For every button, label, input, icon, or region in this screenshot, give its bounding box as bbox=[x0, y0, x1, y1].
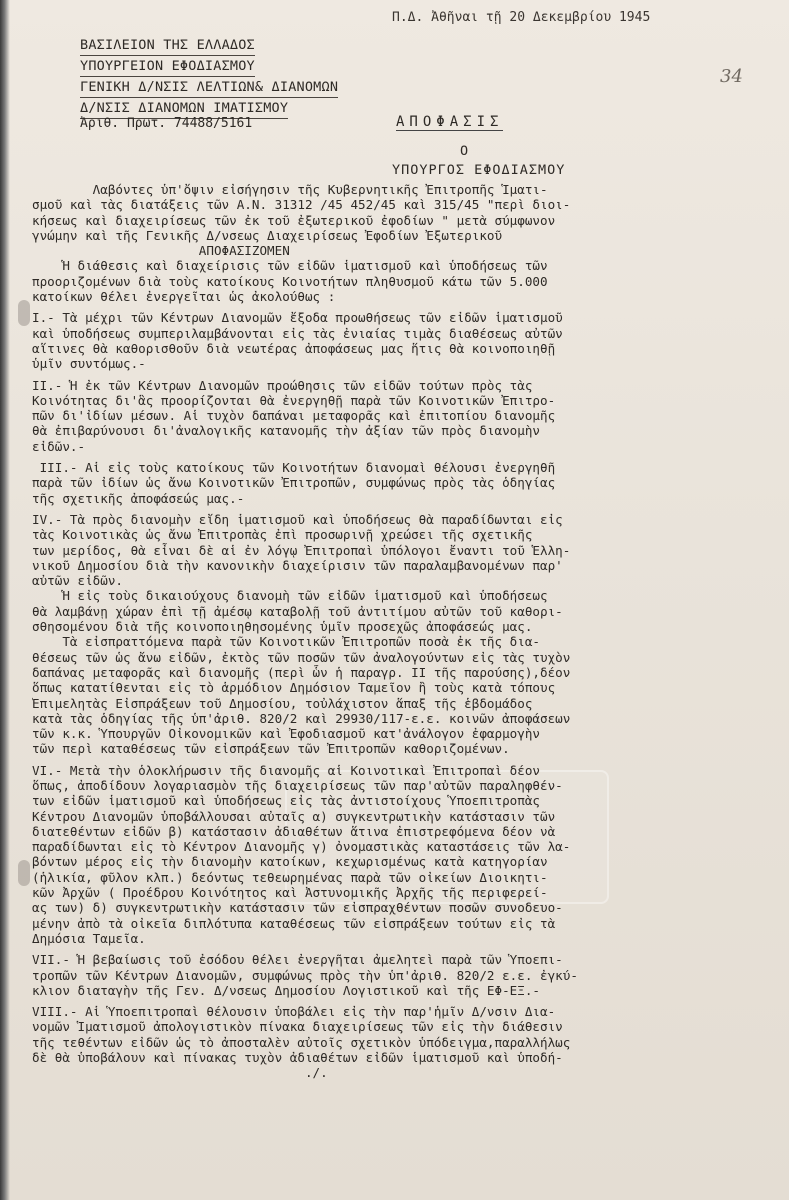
body-line: κῶν Ἀρχῶν ( Προέδρου Κοινότητος καὶ Ἀστυνομικῆς Ἀρχῆς τῆς περιφερεί- bbox=[32, 885, 548, 901]
body-line: Κοινότητας δι'ἃς προορίζονται θὰ ἐνεργηθῇ παρὰ τῶν Κοινοτικῶν Ἐπιτρο- bbox=[32, 392, 556, 408]
letterhead bbox=[80, 36, 338, 120]
body-line: ὑμῖν συντόμως.- bbox=[32, 356, 146, 372]
body-line: τροπῶν τῶν Κέντρων Διανομῶν, συμφώνως πρὸς τὴν ὑπ'ἀριθ. 820/2 ε.ε. ἐγκύ- bbox=[32, 967, 578, 983]
body-line: I.- Τὰ μέχρι τῶν Κέντρων Διανομῶν ἔξοδα προωθήσεως τῶν εἰδῶν ἱματισμοῦ bbox=[32, 310, 563, 326]
letterhead-line: ΒΑΣΙΛΕΙΟΝ ΤΗΣ ΕΛΛΑΔΟΣ bbox=[80, 36, 255, 56]
body-line: δὲ θὰ ὑποβάλουν καὶ πίνακας τυχὸν ἀδιαθέτων εἰδῶν ἱματισμοῦ καὶ ὑποδή- bbox=[32, 1050, 563, 1066]
body-line: ./. bbox=[32, 1065, 328, 1081]
body-line: διατεθέντων εἰδῶν β) κατάστασιν ἀδιαθέτων ἅτινα ἐπιστρεφόμενα δέον νὰ bbox=[32, 823, 556, 839]
punch-hole bbox=[18, 300, 30, 326]
body-line: μένην ἀπὸ τὰ οἰκεῖα διπλότυπα καταθέσεως τῶν εἰσπράξεων τούτων εἰς τὰ bbox=[32, 915, 556, 931]
body-line: βόντων μέρος εἰς τὴν διανομὴν κατοίκων, κεχωρισμένως κατὰ κατηγορίαν bbox=[32, 854, 548, 870]
body-line: θὰ ἐπιβαρύνουσι δι'ἀναλογικῆς κατανομῆς τὴν ἀξίαν τῶν πρὸς διανομὴν bbox=[32, 423, 540, 439]
body-line: τῶν περὶ καταθέσεως τῶν εἰσπράξεων τῶν Ἐπιτροπῶν καθοριζομένων. bbox=[32, 741, 510, 757]
protocol-number: Ἀριθ. Πρωτ. 74488/5161 bbox=[80, 116, 253, 131]
body-line: καὶ ὑποδήσεως συμπεριλαμβάνονται εἰς τὰς ἐνιαίας τιμὰς διαθέσεως αὐτῶν bbox=[32, 325, 563, 341]
body-line: τὰς Κοινοτικὰς ὡς ἄνω Ἐπιτροπὰς ἐπὶ προσωρινῇ χρεώσει τῆς σχετικῆς bbox=[32, 527, 533, 543]
body-line: κλιον διαταγὴν τῆς Γεν. Δ/νσεως Δημοσίου Λογιστικοῦ καὶ τῆς ΕΦ-ΕΞ.- bbox=[32, 982, 540, 998]
body-line: θὰ λαμβάνῃ χώραν ἐπὶ τῇ ἀμέσῳ καταβολῇ τοῦ ἀντιτίμου αὐτῶν τοῦ καθορι- bbox=[32, 603, 563, 619]
body-line: πῶν δι'ἰδίων μέσων. Αἱ τυχὸν δαπάναι μεταφορᾶς καὶ ἐπιτοπίου διανομῆς bbox=[32, 408, 556, 424]
body-line: Ἡ εἰς τοὺς δικαιούχους διανομὴ τῶν εἰδῶν ἱματισμοῦ καὶ ὑποδήσεως bbox=[32, 588, 548, 604]
body-line: σθησομένου διὰ τῆς κοινοποιηθησομένης ὑμῖν προσεχῶς ἀποφάσεώς μας. bbox=[32, 619, 533, 635]
document-body bbox=[32, 182, 772, 1081]
body-line: εἰδῶν.- bbox=[32, 438, 86, 454]
minister-title: ΥΠΟΥΡΓΟΣ ΕΦΟΔΙΑΣΜΟΥ bbox=[392, 162, 566, 178]
body-line: VII.- Ἡ βεβαίωσις τοῦ ἐσόδου θέλει ἐνεργῆται ἀμελητεὶ παρὰ τῶν Ὑποεπι- bbox=[32, 952, 563, 968]
body-line: δαπάνας μεταφορᾶς καὶ διανομῆς (περὶ ὧν ἡ παραγρ. II τῆς παρούσης),δέον bbox=[32, 664, 571, 680]
body-line: III.- Αἱ εἰς τοὺς κατοίκους τῶν Κοινοτήτων διανομαὶ θέλουσι ἐνεργηθῆ bbox=[32, 460, 556, 476]
body-line: Κέντρου Διανομῶν ὑποβάλλουσαι αὐταῖς α) συγκεντρωτικὴν κατάστασιν τῶν bbox=[32, 808, 556, 824]
decision-title: ΑΠΟΦΑΣΙΣ bbox=[396, 114, 504, 130]
body-line: θέσεως τῶν ὡς ἄνω εἰδῶν, ἐκτὸς τῶν ποσῶν τῶν ἀναλογούντων εἰς τὰς τυχὸν bbox=[32, 649, 571, 665]
body-line: προοριζομένων διὰ τοὺς κατοίκους Κοινοτήτων πληθυσμοῦ κάτω τῶν 5.000 bbox=[32, 273, 548, 289]
punch-hole bbox=[18, 860, 30, 886]
body-line: VIII.- Αἱ Ὑποεπιτροπαὶ θέλουσιν ὑποβάλει εἰς τὴν παρ'ἡμῖν Δ/νσιν Δια- bbox=[32, 1004, 556, 1020]
body-line: τῆς τεθέντων εἰδῶν ὡς τὸ ἀποσταλὲν αὐτοῖς σχετικὸν ὑπόδειγμα,παραλλήλως bbox=[32, 1034, 571, 1050]
body-line: VI.- Μετὰ τὴν ὁλοκλήρωσιν τῆς διανομῆς αἱ Κοινοτικαὶ Ἐπιτροπαὶ δέον bbox=[32, 762, 540, 778]
body-line: II.- Ἡ ἐκ τῶν Κέντρων Διανομῶν προώθησις τῶν εἰδῶν τούτων πρὸς τὰς bbox=[32, 377, 533, 393]
body-line: ὅπως κατατίθενται εἰς τὸ ἁρμόδιον Δημόσιον Ταμεῖον ἢ τοὺς κατὰ τόπους bbox=[32, 680, 556, 696]
body-line: Δημόσια Ταμεῖα. bbox=[32, 930, 146, 946]
body-line: (ἡλικία, φῦλον κλπ.) δεόντως τεθεωρημένας παρὰ τῶν οἰκείων Διοικητι- bbox=[32, 869, 548, 885]
body-line: Τὰ εἰσπραττόμενα παρὰ τῶν Κοινοτικῶν Ἐπιτροπῶν ποσὰ ἐκ τῆς δια- bbox=[32, 634, 540, 650]
body-line: τῆς σχετικῆς ἀποφάσεώς μας.- bbox=[32, 490, 245, 506]
body-line: Λαβόντες ὑπ'ὄψιν εἰσήγησιν τῆς Κυβερνητικῆς Ἐπιτροπῆς Ἱματι- bbox=[32, 182, 548, 197]
body-line: σμοῦ καὶ τὰς διατάξεις τῶν Α.Ν. 31312 /45 452/45 καὶ 315/45 "περὶ διοι- bbox=[32, 197, 571, 213]
body-line: IV.- Τὰ πρὸς διανομὴν εἴδη ἱματισμοῦ καὶ ὑποδήσεως θὰ παραδίδωνται εἰς bbox=[32, 511, 563, 527]
body-line: ὅπως, ἀποδίδουν λογαριασμὸν τῆς διαχειρίσεως τῶν παρ'αὐτῶν παραληφθέν- bbox=[32, 777, 563, 793]
article-o: Ο bbox=[460, 143, 469, 159]
body-line: παρὰ τῶν ἰδίων ὡς ἄνω Κοινοτικῶν Ἐπιτροπῶν, συμφώνως πρὸς τὰς ὁδηγίας bbox=[32, 475, 556, 491]
body-line: κατὰ τὰς ὁδηγίας τῆς ὑπ'ἀριθ. 820/2 καὶ 29930/117-ε.ε. κοινῶν ἀποφάσεων bbox=[32, 710, 571, 726]
handwritten-page-number: 34 bbox=[720, 66, 743, 87]
body-line: γνώμην καὶ τῆς Γενικῆς Δ/νσεως Διαχειρίσεως Ἐφοδίων Ἐξωτερικοῦ bbox=[32, 227, 503, 243]
body-line: αἵτινες θὰ καθορισθοῦν διὰ νεωτέρας ἀποφάσεως μας ἥτις θὰ κοινοποιηθῇ bbox=[32, 340, 556, 356]
date-line: Π.Δ. Ἀθῆναι τῇ 20 Δεκεμβρίου 1945 bbox=[392, 10, 651, 25]
letterhead-line: ΓΕΝΙΚΗ Δ/ΝΣΙΣ ΛΕΛΤΙΩΝ& ΔΙΑΝΟΜΩΝ bbox=[80, 78, 338, 98]
body-line: παραδίδωνται εἰς τὸ Κέντρον Διανομῆς γ) ὀνομαστικὰς καταστάσεις τῶν λα- bbox=[32, 839, 571, 855]
letterhead-line: Δ/ΝΣΙΣ ΔΙΑΝΟΜΩΝ ΙΜΑΤΙΣΜΟΥ bbox=[80, 99, 288, 119]
body-line: τῶν κ.κ. Ὑπουργῶν Οἰκονομικῶν καὶ Ἐφοδιασμοῦ κατ'ἀνάλογον ἐφαρμογὴν bbox=[32, 726, 540, 742]
body-line: Ἡ διάθεσις καὶ διαχείρισις τῶν εἰδῶν ἱματισμοῦ καὶ ὑποδήσεως τῶν bbox=[32, 258, 548, 274]
body-line: αὐτῶν εἰδῶν. bbox=[32, 573, 123, 589]
body-line: ΑΠΟΦΑΣΙΖΟΜΕΝ bbox=[32, 243, 290, 259]
body-line: των μερίδος, θὰ εἶναι δὲ αἱ ἐν λόγῳ Ἐπιτροπαὶ ὑπόλογοι ἔναντι τοῦ Ἑλλη- bbox=[32, 542, 571, 558]
letterhead-line: ΥΠΟΥΡΓΕΙΟΝ ΕΦΟΔΙΑΣΜΟΥ bbox=[80, 57, 255, 77]
body-line: Ἐπιμελητὰς Εἰσπράξεων τοῦ Δημοσίου, τοὐλάχιστον ἅπαξ τῆς ἑβδομάδος bbox=[32, 695, 533, 711]
scan-edge-shadow bbox=[0, 0, 10, 1200]
body-line: των εἰδῶν ἱματισμοῦ καὶ ὑποδήσεως εἰς τὰς ἀντιστοίχους Ὑποεπιτροπὰς bbox=[32, 793, 540, 809]
body-line: νομῶν Ἱματισμοῦ ἀπολογιστικὸν πίνακα διαχειρίσεως τῶν εἰς τὴν διάθεσιν bbox=[32, 1019, 563, 1035]
body-line: κήσεως καὶ διαχειρίσεως τῶν ἐκ τοῦ ἐξωτερικοῦ ἐφοδίων " μετὰ σύμφωνον bbox=[32, 212, 556, 228]
body-line: ας των) δ) συγκεντρωτικὴν κατάστασιν τῶν εἰσπραχθέντων ποσῶν συνοδευο- bbox=[32, 900, 563, 916]
body-line: νικοῦ Δημοσίου διὰ τὴν κανονικὴν διαχείρισιν τῶν παραλαμβανομένων παρ' bbox=[32, 557, 563, 573]
body-line: κατοίκων θέλει ἐνεργεῖται ὡς ἀκολούθως : bbox=[32, 289, 336, 305]
